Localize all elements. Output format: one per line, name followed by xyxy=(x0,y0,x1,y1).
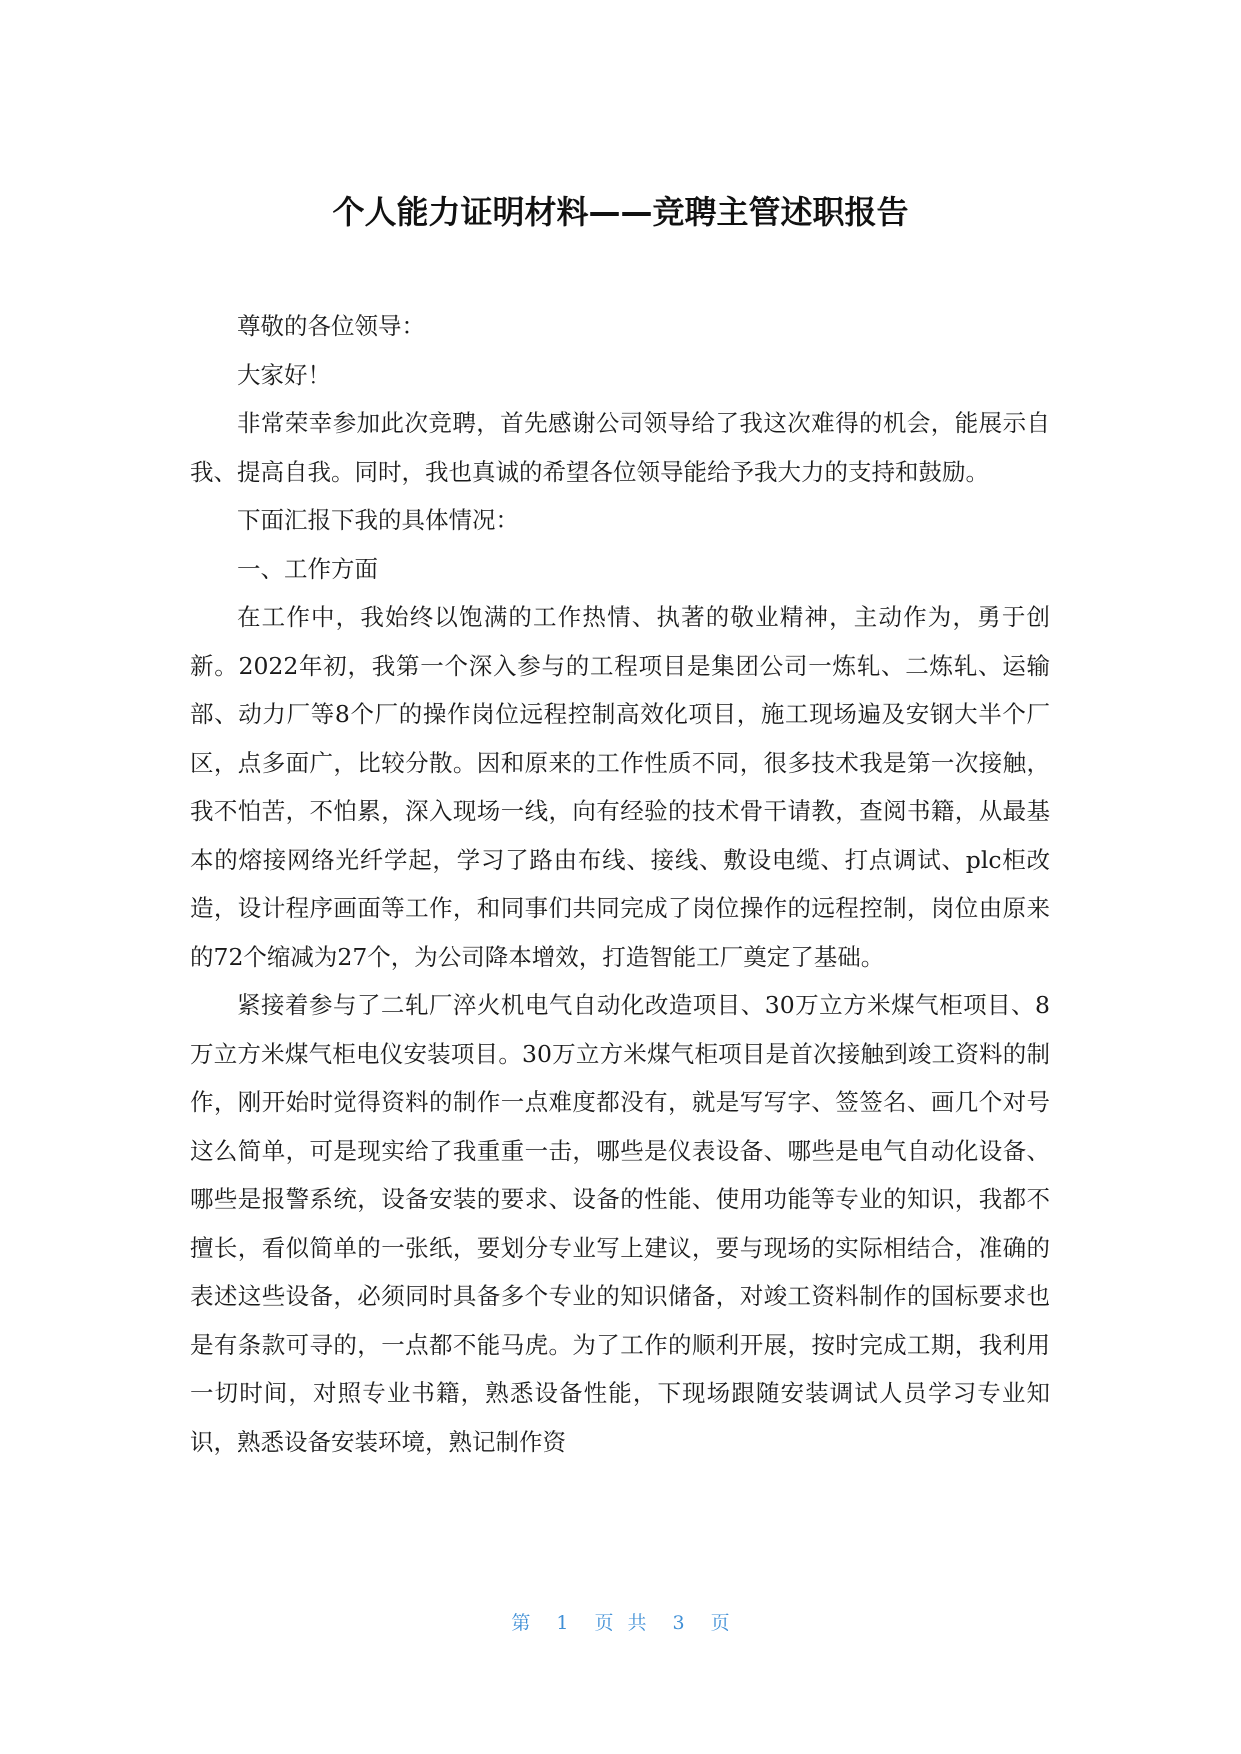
page-current: 1 xyxy=(556,1612,569,1634)
body-paragraph: 在工作中，我始终以饱满的工作热情、执著的敬业精神，主动作为，勇于创新。2022年初，我第一个深入参与的工程项目是集团公司一炼轧、二炼轧、运输部、动力厂等8个厂的操作岗位远程控制高效化项目，施工现场遍及安钢大半个厂区，点多面广，比较分散。因和原来的工作性质不同，很多技术我是第一次接触，我不怕苦，不怕累，深入现场一线，向有经验的技术骨干请教，查阅书籍，从最基本的熔接网络光纤学起，学习了路由布线、接线、敷设电缆、打点调试、plc柜改造，设计程序画面等工作，和同事们共同完成了岗位操作的远程控制，岗位由原来的72个缩减为27个，为公司降本增效，打造智能工厂奠定了基础。 xyxy=(190,603,1050,971)
document-title: 个人能力证明材料——竞聘主管述职报告 xyxy=(332,193,909,231)
page-total: 3 xyxy=(672,1612,685,1634)
page-footer xyxy=(0,1608,1241,1638)
body-paragraph: 紧接着参与了二轧厂淬火机电气自动化改造项目、30万立方米煤气柜项目、8万立方米煤气柜电仪安装项目。30万立方米煤气柜项目是首次接触到竣工资料的制作，刚开始时觉得资料的制作一点难度都没有，就是写写字、签签名、画几个对号这么简单，可是现实给了我重重一击，哪些是仪表设备、哪些是电气自动化设备、哪些是报警系统，设备安装的要求、设备的性能、使用功能等专业的知识，我都不擅长，看似简单的一张纸，要划分专业写上建议，要与现场的实际相结合，准确的表述这些设备，必须同时具备多个专业的知识储备，对竣工资料制作的国标要求也是有条款可寻的，一点都不能马虎。为了工作的顺利开展，按时完成工期，我利用一切时间，对照专业书籍，熟悉设备性能，下现场跟随安装调试人员学习专业知识，熟悉设备安装环境，熟记制作资 xyxy=(190,991,1050,1456)
page-prefix: 第 xyxy=(511,1612,531,1634)
document-body xyxy=(190,302,1050,1466)
page-suffix: 页 xyxy=(710,1612,730,1634)
body-paragraph: 非常荣幸参加此次竞聘，首先感谢公司领导给了我这次难得的机会，能展示自我、提高自我。同时，我也真诚的希望各位领导能给予我大力的支持和鼓励。 xyxy=(190,409,1050,486)
salutation: 尊敬的各位领导： xyxy=(237,312,425,340)
section-heading: 一、工作方面 xyxy=(237,554,378,583)
greeting: 大家好！ xyxy=(237,360,331,389)
body-paragraph: 下面汇报下我的具体情况： xyxy=(237,506,519,534)
page-middle: 页共 xyxy=(594,1612,661,1634)
